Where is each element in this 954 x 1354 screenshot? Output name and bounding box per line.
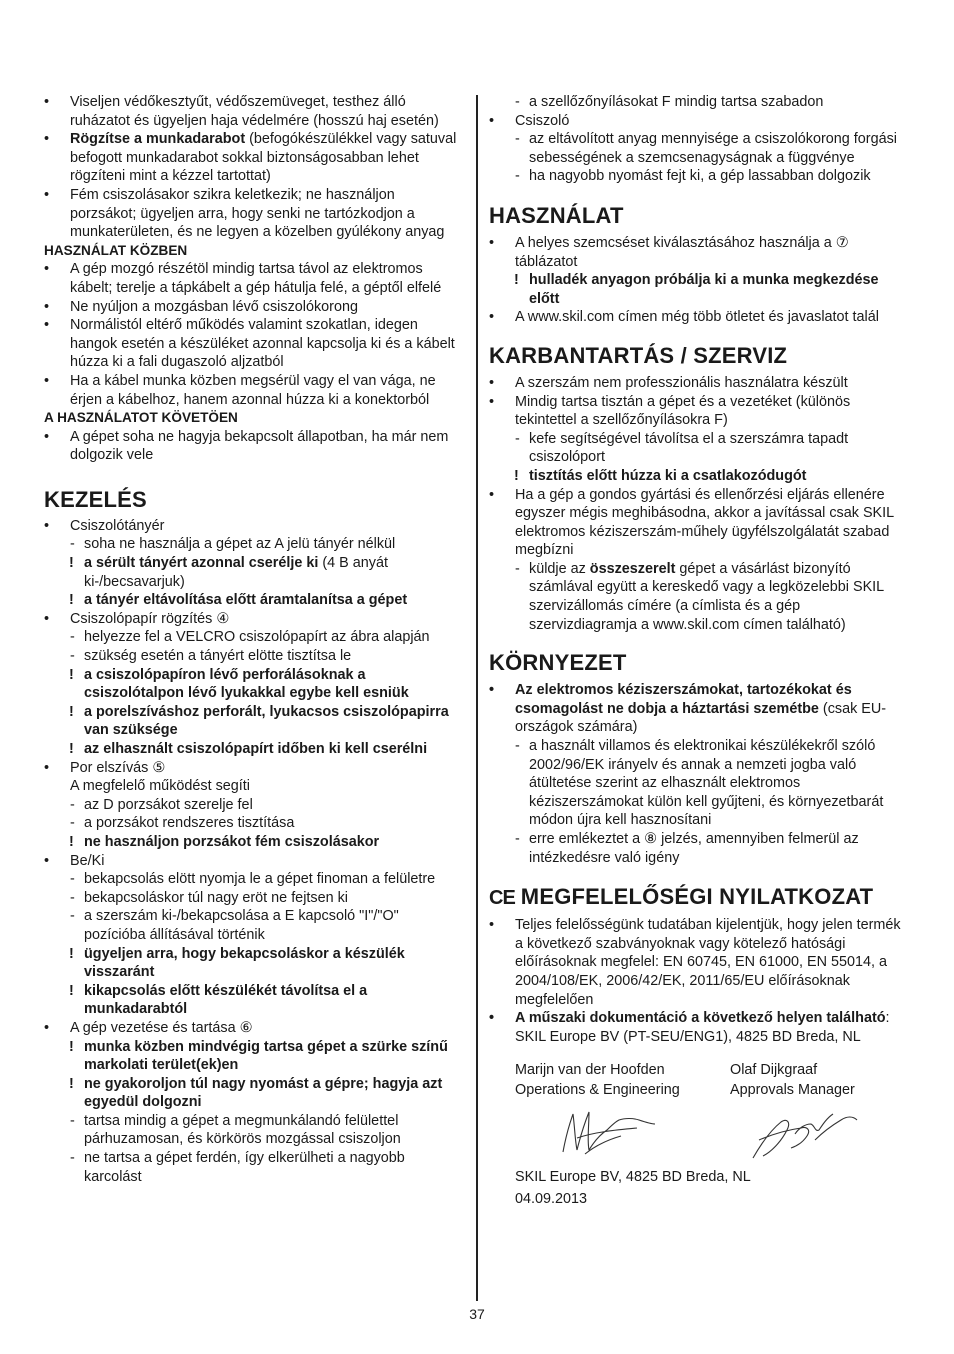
- item-text: Normálistól eltérő működés valamint szokatlan, idegen hangok esetén a készüléket azonnal kapcsolja ki és a kábelt húzza ki a fali dugaszoló aljzatból: [70, 317, 455, 371]
- item-text: A gép mozgó részétöl mindig tartsa távol az elektromos kábelt; terelje a tápkábelt a gép hátulja felé, a géptől elfelé: [70, 261, 442, 296]
- signature-2: [753, 1114, 857, 1158]
- exclamation-marker: !: [69, 945, 74, 962]
- item-text: A gép vezetése és tartása ⑥: [70, 1019, 253, 1036]
- dash-item: [44, 1112, 464, 1149]
- page-number: 37: [469, 1306, 485, 1322]
- signatory-1: [515, 1060, 730, 1100]
- list-item: [489, 916, 909, 1009]
- list-item: [44, 517, 464, 536]
- exclamation-marker: !: [514, 272, 519, 289]
- dash-item: [44, 647, 464, 666]
- list-item-continuation: A megfelelő működést segíti: [70, 778, 250, 795]
- item-text: Ha a gép a gondos gyártási és ellenőrzési eljárás ellenére egyszer mégis meghibásodna, akkor a javítással csak SKIL elektromos kéziszerszám-műhely ügyfélszolgálatát szabad megbízni: [515, 486, 894, 559]
- dash-marker: -: [515, 430, 520, 447]
- warning-item: [44, 740, 464, 759]
- item-text: Ha a kábel munka közben megsérül vagy el van vága, ne érjen a kábelhoz, hanem azonnal húzza ki a konektorból: [70, 372, 436, 408]
- item-text: Csiszolópapír rögzítés ④: [70, 610, 230, 627]
- list-item: [44, 372, 464, 409]
- warning-item: [44, 703, 464, 740]
- dash-item: [489, 830, 909, 867]
- bullet: •: [44, 94, 50, 110]
- exclamation-marker: !: [69, 703, 74, 720]
- handwritten-signatures: [515, 1100, 909, 1166]
- item-text: küldje az: [529, 560, 590, 577]
- item-text: a csiszolópapíron lévő perforálásoknak a csiszolótalpon lévő lyukakkal egybe kell esniük: [84, 666, 409, 702]
- warning-item: [44, 666, 464, 703]
- bullet: •: [489, 374, 495, 391]
- item-text: ne használjon porzsákot fém csiszolásakor: [84, 833, 380, 850]
- dash-item: [44, 628, 464, 647]
- item-text: A helyes szemcséset kiválasztásához használja a ⑦ táblázatot: [515, 234, 849, 270]
- list-item: [489, 1009, 909, 1046]
- warning-item: [44, 945, 464, 982]
- list-item: [489, 374, 909, 393]
- heading-text: MEGFELELŐSÉGI NYILATKOZAT: [520, 884, 874, 910]
- exclamation-marker: !: [69, 666, 74, 683]
- item-text: Be/Ki: [70, 852, 105, 869]
- warning-item: [44, 554, 464, 591]
- exclamation-marker: !: [69, 555, 74, 572]
- bullet: •: [489, 309, 495, 326]
- warning-item: [44, 982, 464, 1019]
- dash-marker: -: [515, 738, 520, 755]
- dash-item: [489, 93, 909, 112]
- item-text: munka közben mindvégig tartsa gépet a szürke színű markolati terület(ek)en: [84, 1038, 448, 1074]
- dash-item: [489, 430, 909, 467]
- list-item: [44, 610, 464, 629]
- dash-item: [44, 907, 464, 944]
- bullet: •: [489, 682, 495, 699]
- dash-marker: -: [70, 629, 75, 646]
- dash-marker: -: [70, 1112, 75, 1129]
- item-text: Por elszívás ⑤: [70, 759, 166, 776]
- declaration-date: 04.09.2013: [515, 1191, 588, 1208]
- list-item: [489, 112, 909, 131]
- signatures: [515, 1100, 909, 1166]
- column-divider: [476, 95, 478, 1301]
- dash-marker: -: [70, 815, 75, 832]
- item-text: a szerszám ki-/bekapcsolása a E kapcsoló "I"/"O" pozícióba állításával történik: [84, 908, 399, 943]
- item-text: a porelszíváshoz perforált, lyukacsos csiszolópapirra van szüksége: [84, 703, 449, 739]
- item-text: gépet a vásárlást bizonyító számlával együtt a kereskedő vagy a legközelebbi SKIL szervizállomás címére (a címlista és a gép szervizdiagramja a www.skil.com címen található): [529, 560, 884, 633]
- list-item: [44, 316, 464, 372]
- list-item: [489, 486, 909, 560]
- dash-marker: -: [70, 908, 75, 925]
- item-text: Viseljen védőkesztyűt, védőszemüveget, testhez álló ruházatot és ügyeljen haja védelmére (hosszú haj esetén): [70, 94, 439, 129]
- list-item: [44, 130, 464, 186]
- section-heading-kornyezet: KÖRNYEZET: [489, 650, 627, 676]
- item-text: Csiszolótányér: [70, 517, 165, 534]
- item-text: erre emlékeztet a ⑧ jelzés, amennyiben felmerül az intézkedésre való igény: [529, 831, 859, 866]
- item-text: az eltávolított anyag mennyisége a csiszolókorong forgási sebességének a szemcsenagyságnak a függvénye: [529, 131, 897, 166]
- item-text: bekapcsolás elött nyomja le a gépet finoman a felületre: [84, 871, 436, 888]
- subheading: A HASZNÁLATOT KÖVETÖEN: [44, 410, 238, 426]
- signatories: [489, 1060, 909, 1100]
- subheading: HASZNÁLAT KÖZBEN: [44, 242, 188, 258]
- dash-item: [489, 560, 909, 634]
- list-item: [489, 234, 909, 271]
- list-item: [44, 1019, 464, 1038]
- item-text: ne tartsa a gépet ferdén, így elkerülheti a nagyobb karcolást: [84, 1150, 405, 1185]
- bullet: •: [489, 234, 495, 251]
- list-item: [44, 93, 464, 130]
- bullet: •: [44, 852, 50, 869]
- dash-marker: -: [70, 648, 75, 665]
- warning-item: [44, 833, 464, 852]
- item-bold-text: A műszaki dokumentáció a következő helyen található: [515, 1010, 886, 1027]
- item-text: az elhasznált csiszolópapírt időben ki kell cserélni: [84, 741, 428, 757]
- left-column: [44, 93, 464, 1186]
- exclamation-marker: !: [69, 592, 74, 609]
- warning-item: [489, 467, 909, 486]
- bullet: •: [44, 759, 50, 776]
- item-text: ne gyakoroljon túl nagy nyomást a gépre; hagyja azt egyedül dolgozni: [84, 1075, 443, 1111]
- list-item: [44, 186, 464, 242]
- item-bold-text: Rögzítse a munkadarabot: [70, 131, 246, 148]
- list-item: [44, 260, 464, 297]
- exclamation-marker: !: [514, 467, 519, 484]
- bullet: •: [44, 428, 50, 445]
- signature-1: [563, 1112, 655, 1154]
- bullet: •: [44, 131, 50, 148]
- bullet: •: [44, 610, 50, 627]
- dash-marker: -: [70, 1150, 75, 1167]
- dash-marker: -: [515, 168, 520, 185]
- warning-item: [489, 271, 909, 308]
- exclamation-marker: !: [69, 1038, 74, 1055]
- dash-item: [44, 889, 464, 908]
- company-address: SKIL Europe BV, 4825 BD Breda, NL: [515, 1169, 751, 1186]
- right-column: [489, 93, 909, 1210]
- list-item: [44, 298, 464, 317]
- exclamation-marker: !: [69, 982, 74, 999]
- item-bold-text: Az elektromos kéziszerszámokat, tartozékokat és csomagolást ne dobja a háztartási szemétbe: [515, 682, 852, 717]
- item-text: a használt villamos és elektronikai készülékekről szóló 2002/96/EK irányelv és annak a nemzeti jogba való átültetése szerint az elhasznált elektromos kéziszerszámokat külön kell gyűjteni, és környezetbarát módon újra kell hasznosítani: [529, 738, 884, 829]
- item-text: A www.skil.com címen még több ötletet és javaslatot talál: [515, 309, 879, 326]
- item-text: ügyeljen arra, hogy bekapcsoláskor a készülék visszaránt: [84, 945, 405, 981]
- item-text: tisztítás előtt húzza ki a csatlakozódugót: [529, 467, 807, 484]
- list-item: [489, 681, 909, 737]
- item-text: a tányér eltávolítása előtt áramtalanítsa a gépet: [84, 592, 408, 609]
- exclamation-marker: !: [69, 741, 74, 757]
- list-item: [489, 308, 909, 327]
- signatory-name: Olaf Dijkgraaf: [730, 1062, 818, 1079]
- item-text: (befogókészülékkel vagy satuval befogott munkadarabot sokkal biztonságosabban lehet rögzíteni mint a kézzel tartottat): [70, 131, 457, 185]
- signatory-2: [730, 1060, 855, 1100]
- item-text: Csiszoló: [515, 112, 570, 129]
- dash-item: [44, 796, 464, 815]
- warning-item: [44, 1075, 464, 1112]
- dash-marker: -: [515, 560, 520, 577]
- item-text: a porzsákot rendszeres tisztítása: [84, 815, 295, 832]
- bullet: •: [489, 917, 495, 934]
- section-heading-karbantartas: KARBANTARTÁS / SZERVIZ: [489, 342, 788, 368]
- dash-marker: -: [70, 796, 75, 813]
- dash-marker: -: [70, 871, 75, 888]
- signatory-title: Approvals Manager: [730, 1082, 855, 1099]
- item-text: A szerszám nem professzionális használatra készült: [515, 374, 848, 391]
- bullet: •: [44, 186, 50, 203]
- bullet: •: [44, 298, 50, 315]
- bullet: •: [489, 112, 495, 129]
- dash-item: [44, 814, 464, 833]
- item-text: Mindig tartsa tisztán a gépet és a vezetéket (különös tekintettel a szellőzőnyílásokra F): [515, 393, 851, 429]
- bullet: •: [44, 372, 50, 389]
- bullet: •: [44, 1019, 50, 1036]
- item-bold-text: a sérült tányért azonnal cserélje ki: [84, 555, 319, 572]
- dash-item: [489, 167, 909, 186]
- item-text: A gépet soha ne hagyja bekapcsolt állapotban, ha már nem dolgozik vele: [70, 428, 449, 464]
- item-text: kefe segítségével távolítsa el a szerszámra tapadt csiszolóport: [529, 430, 849, 466]
- bullet: •: [489, 393, 495, 410]
- item-text: az D porzsákot szerelje fel: [84, 796, 253, 813]
- signatory-title: Operations & Engineering: [515, 1082, 680, 1099]
- item-text: hulladék anyagon próbálja ki a munka megkezdése előtt: [529, 272, 879, 307]
- dash-marker: -: [515, 831, 520, 847]
- dash-item: [44, 1149, 464, 1186]
- dash-item: [44, 870, 464, 889]
- bullet: •: [44, 261, 50, 278]
- list-item: [489, 393, 909, 430]
- section-heading-megfeleloseg: [489, 884, 909, 911]
- bullet: •: [44, 517, 50, 534]
- item-text: helyezze fel a VELCRO csiszolópapírt az ábra alapján: [84, 629, 430, 646]
- exclamation-marker: !: [69, 1075, 74, 1092]
- item-bold-text: összeszerelt: [589, 560, 676, 577]
- item-text: (4 B anyát ki-/becsavarjuk): [84, 555, 388, 590]
- item-text: kikapcsolás előtt készülékét távolítsa el a munkadarabtól: [84, 982, 368, 1018]
- warning-item: [44, 591, 464, 610]
- section-heading-kezeles: KEZELÉS: [44, 486, 147, 512]
- dash-item: [44, 535, 464, 554]
- dash-item: [489, 130, 909, 167]
- exclamation-marker: !: [69, 833, 74, 850]
- dash-marker: -: [70, 889, 75, 906]
- warning-item: [44, 1038, 464, 1075]
- item-text: a szellőzőnyílásokat F mindig tartsa szabadon: [529, 94, 824, 110]
- dash-marker: -: [515, 131, 520, 148]
- item-text: Fém csiszolásakor szikra keletkezik; ne használjon porzsákot; ügyeljen arra, hogy senki ne tartózkodjon a munkaterületen, és ne legyen a közelben gyúlékony anyag: [70, 186, 445, 241]
- list-item: [44, 428, 464, 465]
- bullet: •: [489, 1010, 495, 1027]
- item-text: soha ne használja a gépet az A jelü tányér nélkül: [84, 536, 396, 553]
- item-text: tartsa mindig a gépet a megmunkálandó felülettel párhuzamosan, és körkörös mozgással csiszoljon: [84, 1112, 401, 1148]
- list-item: [44, 852, 464, 871]
- dash-marker: -: [515, 94, 520, 110]
- bullet: •: [44, 317, 50, 334]
- section-heading-hasznalat: HASZNÁLAT: [489, 202, 624, 228]
- item-text: : SKIL Europe BV (PT-SEU/ENG1), 4825 BD Breda, NL: [515, 1010, 890, 1045]
- item-text: Teljes felelősségünk tudatában kijelentjük, hogy jelen termék a következő szabványoknak vagy kötelező hatósági előírásoknak megfelel: EN 60745, EN 61000, EN 55014, a 2004/108/EK, 2006/42/EK, 2011/65/EU előírásoknak megfelelően: [515, 917, 901, 1008]
- item-text: (csak EU-országok számára): [515, 700, 887, 736]
- dash-item: [489, 737, 909, 830]
- item-text: Ne nyúljon a mozgásban lévő csiszolókorong: [70, 298, 358, 315]
- item-text: bekapcsoláskor túl nagy eröt ne fejtsen ki: [84, 889, 348, 906]
- item-text: szükség esetén a tányért elötte tisztítsa le: [84, 648, 352, 665]
- list-item: [44, 759, 464, 778]
- ce-mark-icon: CE: [489, 887, 515, 910]
- item-text: ha nagyobb nyomást fejt ki, a gép lassabban dolgozik: [529, 168, 871, 185]
- dash-marker: -: [70, 536, 75, 553]
- bullet: •: [489, 486, 495, 503]
- signatory-name: Marijn van der Hoofden: [515, 1062, 665, 1079]
